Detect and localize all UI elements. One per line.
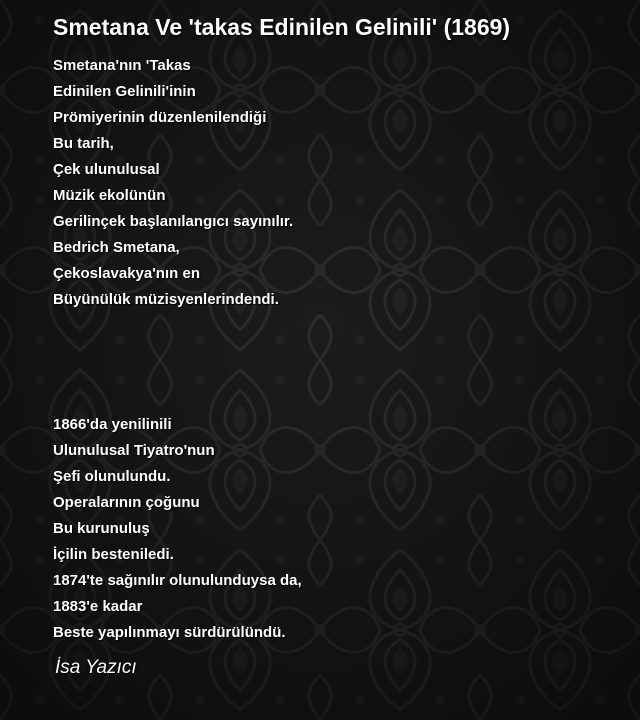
poem-line: Edinilen Gelinili'inin <box>53 83 196 100</box>
poem-line: İçilin besteniledi. <box>53 546 174 563</box>
poem-line: Müzik ekolünün <box>53 187 166 204</box>
poem-stanza-1 <box>53 53 293 313</box>
poem-stanza-2 <box>53 412 302 646</box>
poem-title: Smetana Ve 'takas Edinilen Gelinili' (1869) <box>53 14 511 40</box>
poem-line: Çek ulunulusal <box>53 161 160 178</box>
poem-line: Bu tarih, <box>53 135 114 152</box>
poem-line: Bedrich Smetana, <box>53 239 180 256</box>
poem-line: Büyünülük müzisyenlerindendi. <box>53 291 279 308</box>
poem-line: Bu kurunuluş <box>53 520 150 537</box>
poem-line: Operalarının çoğunu <box>53 494 200 511</box>
poem-line: Şefi olunulundu. <box>53 468 171 485</box>
poem-line: 1874'te sağınılır olunulunduysa da, <box>53 572 302 589</box>
poem-line: Beste yapılınmayı sürdürülündü. <box>53 624 286 641</box>
poem-line: 1866'da yenilinili <box>53 416 172 433</box>
poem-line: Gerilinçek başlanılangıcı sayınılır. <box>53 213 294 230</box>
poem-line: Çekoslavakya'nın en <box>53 265 200 282</box>
poem-line: Smetana'nın 'Takas <box>53 57 191 74</box>
poem-author: İsa Yazıcı <box>55 657 137 678</box>
poem-line: Prömiyerinin düzenlenilendiği <box>53 109 267 126</box>
poem-line: 1883'e kadar <box>53 598 143 615</box>
poem-line: Ulunulusal Tiyatro'nun <box>53 442 215 459</box>
